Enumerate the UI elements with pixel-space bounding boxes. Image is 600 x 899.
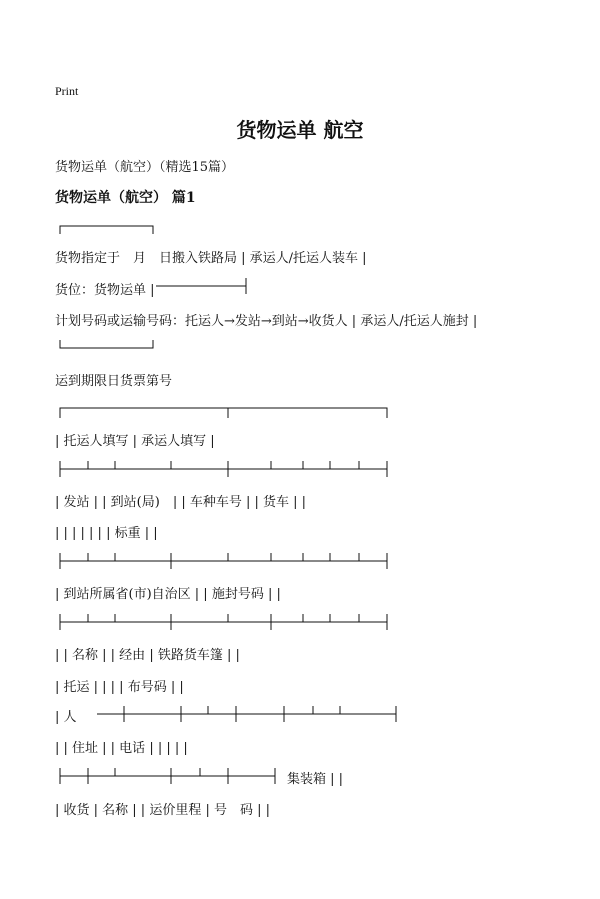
rule-row-5 [60, 768, 275, 784]
text-line-3: 计划号码或运输号码：托运人→发站→到站→收货人 | 承运人/托运人施封 | [55, 314, 478, 329]
text-line-12: | | 住址 | | 电话 | | | | | [55, 741, 188, 756]
rule-row-3 [60, 614, 387, 630]
bracket-bottom [60, 340, 153, 348]
text-line-9: | | 名称 | | 经由 | 铁路货车篷 | | [55, 648, 240, 663]
text-line-13: 集装箱 | | [287, 772, 344, 787]
text-line-11: | 人 [55, 710, 77, 725]
bracket-top [60, 226, 153, 234]
rule-table-top [60, 408, 387, 418]
page-title: 货物运单 航空 [236, 118, 364, 142]
section-heading: 货物运单（航空） 篇1 [55, 190, 196, 206]
rule-row-1 [60, 461, 387, 477]
text-line-6: | 发站 | | 到站(局) | | 车种车号 | | 货车 | | [55, 495, 307, 510]
text-line-4: 运到期限日货票第号 [55, 374, 173, 389]
print-label: Print [55, 84, 79, 98]
text-line-8: | 到站所属省(市)自治区 | | 施封号码 | | [55, 587, 281, 602]
rule-row-2 [60, 553, 387, 569]
text-line-5: | 托运人填写 | 承运人填写 | [55, 434, 215, 449]
text-line-7: | | | | | | | 标重 | | [55, 526, 158, 541]
text-line-14: | 收货 | 名称 | | 运价里程 | 号 码 | | [55, 803, 270, 818]
rule-row-4 [97, 706, 396, 722]
rule-cargo-position [156, 278, 246, 294]
text-line-2: 货位：货物运单 | [55, 283, 155, 298]
text-line-1: 货物指定于 月 日搬入铁路局 | 承运人/托运人装车 | [55, 251, 367, 266]
text-line-10: | 托运 | | | | 布号码 | | [55, 680, 184, 695]
subtitle: 货物运单（航空）（精选15篇） [55, 160, 235, 175]
